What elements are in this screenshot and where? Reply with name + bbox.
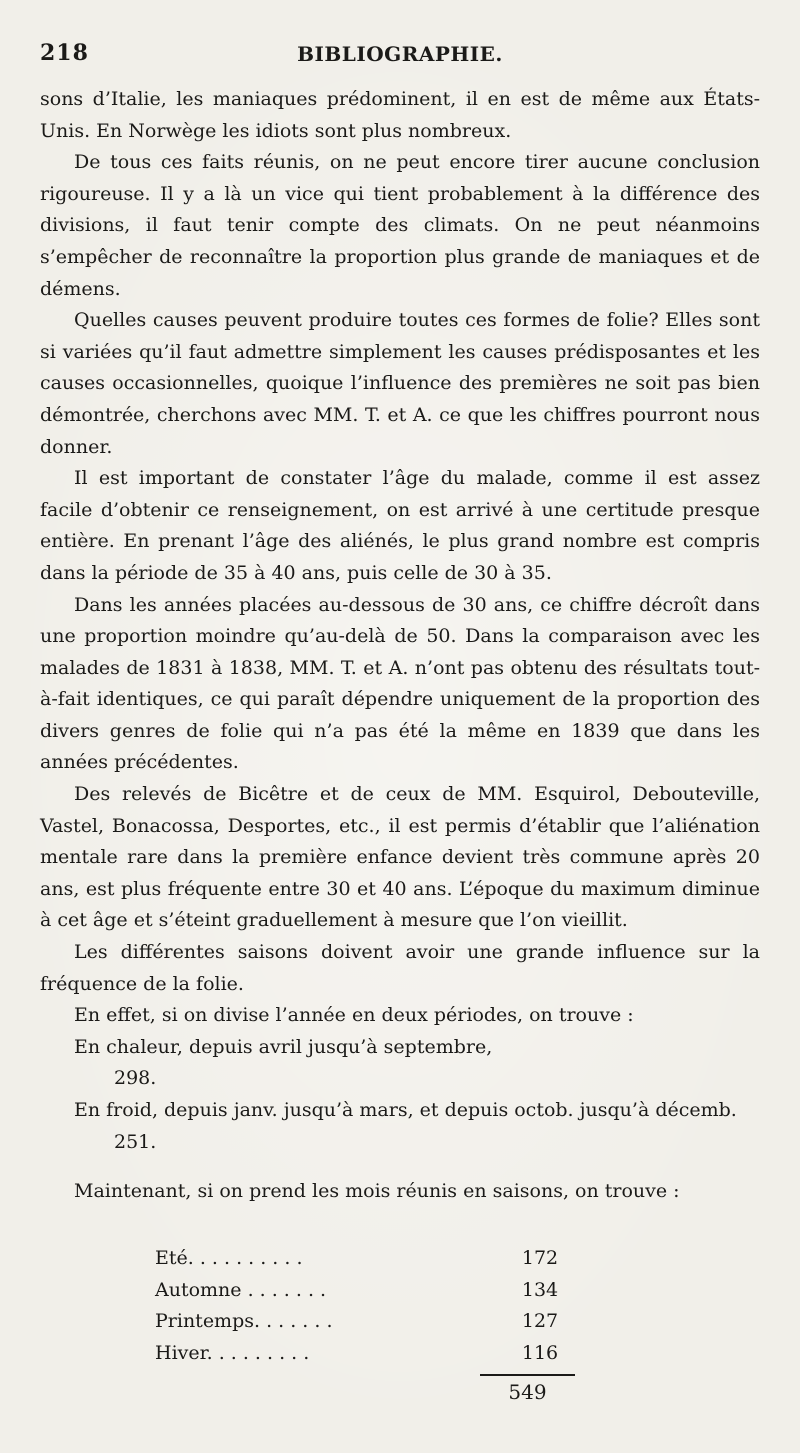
season-name: Printemps. . . . . . .: [155, 1310, 333, 1332]
cold-period-value: 251.: [114, 1130, 157, 1153]
paragraph: Il est important de constater l’âge du malade, comme il est assez facile d’obtenir ce renseignement, on est arrivé à une certitude presque entière. En prenant l’âge des aliénés, le plus grand nombre est compris dans la période de 35 à 40 ans, puis celle de 30 à 35.: [40, 467, 760, 584]
cold-period-label: En froid, depuis janv. jusqu’à mars, et depuis octob. jusqu’à décemb.: [74, 1099, 737, 1121]
season-value: 127: [521, 1310, 559, 1332]
paragraph: Dans les années placées au-dessous de 30 ans, ce chiffre décroît dans une proportion moindre qu’au-delà de 50. Dans la comparaison avec les malades de 1831 à 1838, MM. T. et A. n’ont pas obtenu des résultats tout-à-fait identiques, ce qui paraît dépendre uniquement de la proportion des divers genres de folie qui n’a pas été la même en 1839 que dans les années précédentes.: [40, 593, 760, 774]
seasons-intro: Maintenant, si on prend les mois réunis en saisons, on trouve :: [74, 1180, 680, 1203]
paragraph: Les différentes saisons doivent avoir une grande influence sur la fréquence de la folie.: [40, 941, 760, 995]
total-rule: [480, 1374, 575, 1376]
paragraph: Des relevés de Bicêtre et de ceux de MM. Esquirol, Debouteville, Vastel, Bonacossa, Desportes, etc., il est permis d’établir que l’aliénation mentale rare dans la première enfance devient très commune après 20 ans, est plus fréquente entre 30 et 40 ans. L’époque du maximum diminue à cet âge et s’éteint graduellement à mesure que l’on vieillit.: [40, 783, 760, 932]
season-value: 134: [521, 1278, 559, 1301]
season-name: Eté. . . . . . . . . .: [155, 1247, 303, 1269]
paragraph: Quelles causes peuvent produire toutes ces formes de folie? Elles sont si variées qu’il faut admettre simplement les causes prédisposantes et les causes occasionnelles, quoique l’influence des premières ne soit pas bien démontrée, cherchons avec MM. T. et A. ce que les chiffres pourront nous donner.: [40, 309, 760, 458]
season-row: [155, 1275, 575, 1307]
body-text: [40, 84, 760, 1208]
season-value: 172: [521, 1247, 559, 1269]
seasons-total: 549: [508, 1380, 547, 1404]
cold-period: [40, 1095, 760, 1158]
paragraph: De tous ces faits réunis, on ne peut encore tirer aucune conclusion rigoureuse. Il y a là un vice qui tient probablement à la différence des divisions, il faut tenir compte des climats. On ne peut néanmoins s’empêcher de reconnaître la proportion plus grande de maniaques et de démens.: [40, 151, 760, 300]
paragraph: En effet, si on divise l’année en deux périodes, on trouve :: [74, 1004, 634, 1027]
seasons-table: [155, 1243, 575, 1369]
season-value: 116: [521, 1341, 559, 1364]
page-header: [40, 40, 760, 76]
warm-period-label: En chaleur, depuis avril jusqu’à septembre,: [74, 1035, 493, 1058]
running-title: BIBLIOGRAPHIE.: [297, 42, 503, 66]
season-name: Automne . . . . . . .: [155, 1278, 327, 1301]
paragraph: sons d’Italie, les maniaques prédominent, il en est de même aux États-Unis. En Norwège les idiots sont plus nombreux.: [40, 88, 760, 142]
season-row: [155, 1306, 575, 1338]
season-row: [155, 1338, 575, 1370]
season-name: Hiver. . . . . . . . .: [155, 1341, 310, 1364]
season-row: [155, 1243, 575, 1275]
page-number: 218: [40, 40, 89, 66]
warm-period: [40, 1032, 760, 1095]
warm-period-value: 298.: [114, 1067, 157, 1090]
